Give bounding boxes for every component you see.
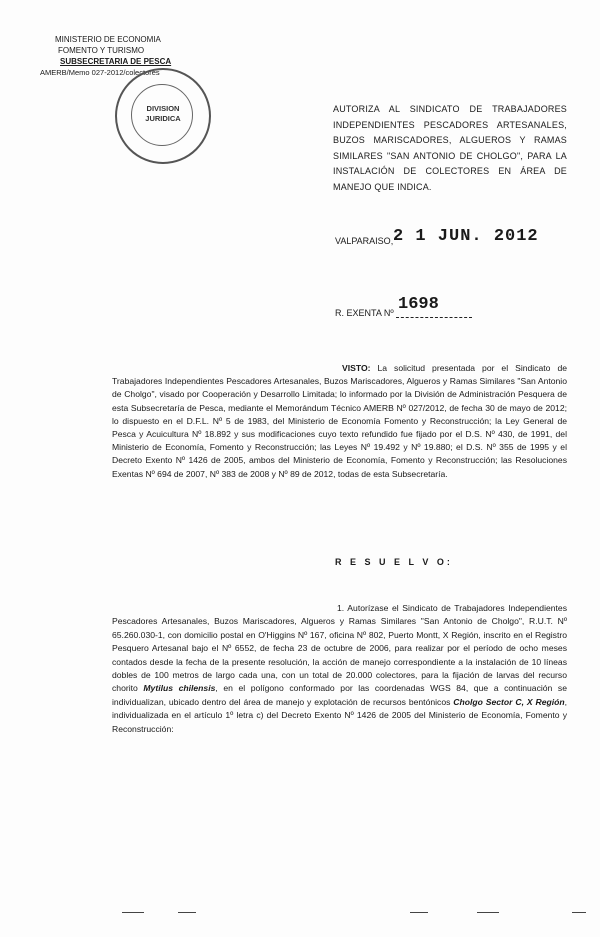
footer-mark [122, 912, 144, 914]
footer-mark [572, 912, 586, 914]
date-stamp: 2 1 JUN. 2012 [393, 227, 539, 246]
ministry-name-line2: FOMENTO Y TURISMO [58, 46, 145, 55]
exenta-number: 1698 [398, 295, 439, 314]
visto-body: La solicitud presentada por el Sindicato de Trabajadores Independientes Pescadores Artesanales, Buzos Mariscadores, Algueros y Ramas Similares "San Antonio de Cholgo", visado por Cooperación y Desarrollo Limitada; lo informado por la División de Administración Pesquera de esta Subsecretaría de Pesca, mediante el Memorándum Técnico AMERB Nº 027/2012, de fecha 30 de mayo de 2012; lo dispuesto en el D.F.L. Nº 5 de 1983, del Ministerio de Economía Fomento y Reconstrucción; la Ley General de Pesca y Acuicultura Nº 18.892 y sus modificaciones cuyo texto refundido fue fijado por el D.S. Nº 430, de 1991, del Ministerio de Economía, Fomento y Reconstrucción; las Leyes Nº 19.492 y Nº 19.880; el D.S. Nº 355 de 1995 y el Decreto Exento Nº 1426 de 2005, ambos del Ministerio de Economía, Fomento y Reconstrucción; las Resoluciones Exentas Nº 694 de 2007, Nº 383 de 2008 y Nº 89 de 2012, todas de esta Subsecretaría. [112, 363, 567, 479]
species-name: Mytilus chilensis [143, 683, 216, 694]
area-name: Cholgo Sector C, X Región [453, 696, 565, 707]
visto-paragraph [112, 362, 567, 481]
item-text-part3: , individualizada en el artículo 1º letra c) del Decreto Exento Nº 1426 de 2005 del Ministerio de Economía, Fomento y Reconstrucción: [112, 696, 567, 734]
stamp-text [117, 104, 209, 124]
footer-mark [410, 912, 428, 914]
subsecretaria-name: SUBSECRETARIA DE PESCA [60, 57, 172, 66]
stamp-line2: JURIDICA [145, 114, 181, 123]
item-text-part2: , en el polígono conformado por las coordenadas WGS 84, que a continuación se individualizan, ubicado dentro del área de manejo y explotación de recursos bentónicos [112, 683, 567, 707]
item-text-part1: Autorízase el Sindicato de Trabajadores Independientes Pescadores Artesanales, Buzos Mariscadores, Algueros y Ramas Similares "San Antonio de Cholgo", R.U.T. Nº 65.260.030-1, con domicilio postal en O'Higgins Nº 167, oficina Nº 802, Puerto Montt, X Región, inscrito en el Registro Pesquero Artesanal bajo el Nº 6552, de fecha 23 de octubre de 2006, para realizar por el período de ocho meses contados desde la fecha de la presente resolución, la acción de manejo correspondiente a la instalación de 10 líneas dobles de 100 metros de largo cada una, con un total de 20.000 colectores, para la fijación de larvas del recurso chorito [112, 603, 567, 694]
place-label: VALPARAISO, [335, 236, 394, 246]
resolution-title: AUTORIZA AL SINDICATO DE TRABAJADORES INDEPENDIENTES PESCADORES ARTESANALES, BUZOS MARISCADORES, ALGUEROS Y RAMAS SIMILARES "SAN ANTONIO DE CHOLGO", PARA LA INSTALACIÓN DE COLECTORES EN ÁREA DE MANEJO QUE INDICA. [333, 104, 567, 192]
visto-lead: VISTO: [342, 363, 371, 373]
resolution-item-1 [112, 602, 567, 736]
memo-reference: AMERB/Memo 027-2012/colectores [40, 68, 160, 77]
division-juridica-stamp [115, 68, 211, 164]
ministry-name: MINISTERIO DE ECONOMIA [55, 35, 161, 44]
footer-mark [477, 912, 499, 914]
resuelvo-heading: R E S U E L V O: [335, 557, 453, 567]
exenta-label: R. EXENTA Nº [335, 308, 394, 318]
item-number: 1. [337, 603, 345, 613]
footer-mark [178, 912, 196, 914]
stamp-line1: DIVISION [146, 104, 180, 113]
